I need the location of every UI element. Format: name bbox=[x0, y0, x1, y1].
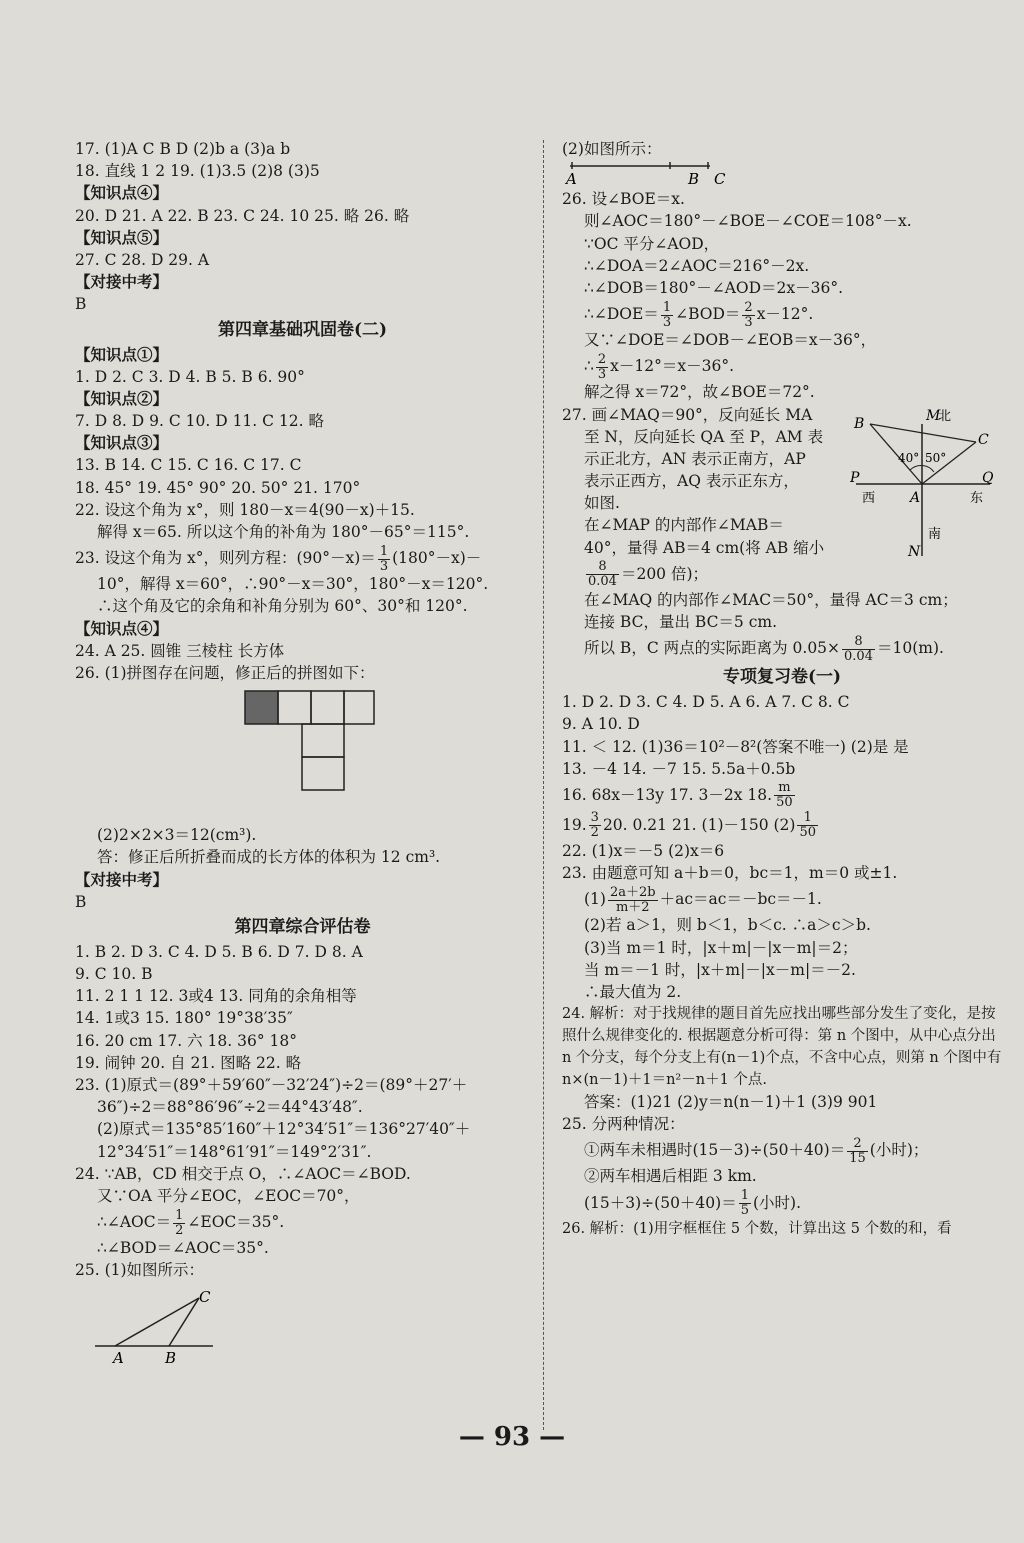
q27-block bbox=[562, 404, 1002, 589]
segment-bc bbox=[870, 424, 976, 442]
section-title: 第四章综合评估卷 bbox=[234, 916, 371, 937]
label-a: A bbox=[910, 489, 921, 506]
numerator: 8 bbox=[586, 560, 619, 575]
section-tag: 【对接中考】 bbox=[75, 272, 169, 292]
compass-figure bbox=[850, 406, 1000, 566]
denominator: 0.04 bbox=[844, 648, 873, 664]
answer-line: 1. D 2. C 3. D 4. B 5. B 6. 90° bbox=[75, 367, 305, 386]
answer-line: 示正北方，AN 表示正南方，AP bbox=[584, 449, 806, 468]
denominator: 5 bbox=[740, 1203, 749, 1219]
answer-line: 又∵OA 平分∠EOC，∠EOC＝70°， bbox=[97, 1186, 360, 1205]
answer-line: 19. 闹钟 20. 自 21. 图略 22. 略 bbox=[75, 1053, 302, 1072]
answer-line: 25. 分两种情况： bbox=[562, 1115, 685, 1134]
text: ∠BOD＝ bbox=[675, 305, 741, 324]
denominator: m＋2 bbox=[615, 899, 650, 915]
answer-line: 则∠AOC＝180°－∠BOE－∠COE＝108°－x. bbox=[584, 212, 912, 231]
side-bc bbox=[169, 1298, 199, 1346]
answer-line: 24. A 25. 圆锥 三棱柱 长方体 bbox=[75, 641, 285, 660]
answer-line bbox=[562, 780, 1002, 810]
answer-line: 解之得 x＝72°，故∠BOE＝72°. bbox=[584, 383, 815, 402]
label-east: 东 bbox=[970, 490, 984, 506]
answer-line: 13. B 14. C 15. C 16. C 17. C bbox=[75, 456, 302, 475]
net-square bbox=[344, 691, 374, 724]
section-tag: 【知识点④】 bbox=[75, 183, 169, 203]
answer-line: 25. (1)如图所示： bbox=[75, 1261, 205, 1280]
denominator: 50 bbox=[799, 825, 817, 841]
text: ∴∠DOE＝ bbox=[584, 305, 659, 324]
denominator: 2 bbox=[590, 825, 599, 841]
fraction bbox=[661, 301, 673, 330]
label-b: B bbox=[688, 170, 700, 189]
net-square bbox=[311, 691, 344, 724]
denominator: 3 bbox=[379, 558, 389, 574]
denominator: 3 bbox=[662, 314, 672, 330]
answer-line: (2)原式＝135°85′160″＋12°34′51″＝136°27′40″＋ bbox=[97, 1120, 471, 1139]
answer-line: ∵OC 平分∠AOD， bbox=[584, 234, 720, 253]
numerator: m bbox=[774, 781, 795, 796]
numerator: 1 bbox=[379, 543, 389, 559]
answer-line: 36″)÷2＝88°86′96″÷2＝44°43′48″. bbox=[97, 1098, 363, 1117]
triangle-figure bbox=[75, 1286, 235, 1366]
text: (1) bbox=[584, 890, 606, 909]
section-tag: 【知识点④】 bbox=[75, 618, 169, 638]
side-ac bbox=[115, 1298, 199, 1346]
answer-line: 解得 x＝65. 所以这个角的补角为 180°－65°＝115°. bbox=[97, 523, 470, 541]
text: (小时)； bbox=[869, 1141, 929, 1160]
section-title: 第四章基础巩固卷(二) bbox=[217, 319, 388, 340]
fraction bbox=[596, 353, 608, 382]
fraction bbox=[608, 886, 658, 915]
numerator: 1 bbox=[662, 299, 672, 315]
answer-line: 14. 1或3 15. 180° 19°38′35″ bbox=[75, 1009, 293, 1028]
answer-line: 在∠MAP 的内部作∠MAB＝ bbox=[584, 516, 784, 535]
numerator: 3 bbox=[590, 810, 599, 826]
text: (15＋3)÷(50＋40)＝ bbox=[584, 1193, 737, 1212]
answer-line: 表示正西方，AQ 表示正东方， bbox=[584, 472, 799, 491]
label-b: B bbox=[165, 1348, 177, 1366]
answer-line: 24. ∵AB，CD 相交于点 O，∴∠AOC＝∠BOD. bbox=[75, 1164, 411, 1183]
label-a: A bbox=[113, 1348, 124, 1366]
text: ∠EOC＝35°. bbox=[187, 1213, 285, 1232]
shaded-square bbox=[245, 691, 278, 724]
section-tag: 【知识点①】 bbox=[75, 344, 169, 364]
answer-line: 22. (1)x＝－5 (2)x＝6 bbox=[562, 841, 725, 860]
answer-line: ∴这个角及它的余角和补角分别为 60°、30°和 120°. bbox=[97, 597, 468, 616]
label-a: A bbox=[566, 170, 577, 189]
answer-line: 1. B 2. D 3. C 4. D 5. B 6. D 7. D 8. A bbox=[75, 942, 363, 961]
text: (180°－x)－ bbox=[392, 549, 482, 568]
answer-line bbox=[562, 299, 1002, 329]
answer-line: 13. －4 14. －7 15. 5.5a＋0.5b bbox=[562, 759, 796, 778]
answer-line: 11. ＜ 12. (1)36＝10²－8²(答案不唯一) (2)是 是 bbox=[562, 737, 909, 756]
answer-line bbox=[562, 1135, 1002, 1165]
text: ＝10(m). bbox=[876, 639, 944, 658]
label-n: N bbox=[908, 543, 921, 560]
fraction bbox=[742, 301, 754, 330]
segment-figure bbox=[562, 160, 762, 188]
text: (小时). bbox=[753, 1193, 802, 1212]
denominator: 0.04 bbox=[588, 574, 617, 590]
answer-line: B bbox=[75, 295, 87, 314]
text: 19. bbox=[562, 815, 587, 834]
answer-line: (3)当 m＝1 时，|x＋m|－|x－m|＝2； bbox=[584, 938, 858, 957]
fraction bbox=[589, 811, 601, 840]
text: 16. 68x－13y 17. 3－2x 18. bbox=[562, 785, 773, 804]
label-c: C bbox=[714, 170, 726, 189]
fraction bbox=[586, 560, 619, 589]
answer-line: 40°，量得 AB＝4 cm(将 AB 缩小 bbox=[584, 538, 825, 557]
label-q: Q bbox=[982, 469, 994, 486]
answer-line: 至 N，反向延长 QA 至 P，AM 表 bbox=[584, 427, 824, 446]
answer-line: 22. 设这个角为 x°，则 180－x＝4(90－x)＋15. bbox=[75, 500, 415, 519]
net-square bbox=[302, 724, 344, 757]
denominator: 15 bbox=[849, 1150, 866, 1166]
answer-line: 在∠MAQ 的内部作∠MAC＝50°，量得 AC＝3 cm； bbox=[584, 590, 958, 609]
left-column bbox=[75, 138, 530, 1374]
label-p: P bbox=[850, 469, 860, 486]
text: x－12°. bbox=[756, 305, 814, 324]
answer-paragraph: 24. 解析：对于找规律的题目首先应找出哪些部分发生了变化，是按照什么规律变化的. 根据题意分析可得：第 n 个图中，从中心点分出 n 个分支，每个分支上有(n－1)个点，不含中心点，则第 n 个图中有 n×(n－1)＋1＝n²－n＋1 个点. bbox=[562, 1006, 1002, 1089]
answer-line: ∴最大值为 2. bbox=[584, 982, 682, 1001]
fraction bbox=[774, 781, 795, 810]
angle-50: 50° bbox=[925, 450, 947, 465]
answer-line: (2)若 a＞1，则 b＜1，b＜c. ∴a＞c＞b. bbox=[584, 916, 871, 935]
column-divider bbox=[543, 140, 544, 1430]
answer-line: 26. 设∠BOE＝x. bbox=[562, 190, 685, 209]
denominator: 3 bbox=[597, 366, 607, 382]
denominator: 2 bbox=[175, 1222, 184, 1238]
text: 所以 B，C 两点的实际距离为 0.05× bbox=[584, 639, 841, 658]
answer-line: 16. 20 cm 17. 六 18. 36° 18° bbox=[75, 1031, 297, 1050]
answer-line: 又∵∠DOE＝∠DOB－∠EOB＝x－36°， bbox=[584, 331, 877, 350]
answer-line: 26. 解析：(1)用字框框住 5 个数，计算出这 5 个数的和，看 bbox=[562, 1220, 952, 1237]
label-c: C bbox=[199, 1287, 211, 1306]
text: ＋ac＝ac＝－bc＝－1. bbox=[659, 890, 822, 909]
page-number: — 93 — bbox=[458, 1422, 566, 1452]
fraction bbox=[739, 1189, 751, 1218]
answer-line bbox=[75, 1207, 530, 1237]
label-south: 南 bbox=[928, 526, 942, 542]
numerator: 8 bbox=[842, 635, 875, 650]
numerator: 2 bbox=[744, 299, 753, 315]
answer-line: (2)如图所示： bbox=[562, 140, 662, 158]
answer-line: 7. D 8. D 9. C 10. D 11. C 12. 略 bbox=[75, 412, 325, 431]
text: 23. 设这个角为 x°，则列方程：(90°－x)＝ bbox=[75, 549, 376, 568]
text: ①两车未相遇时(15－3)÷(50＋40)＝ bbox=[584, 1141, 846, 1160]
answer-line: 9. A 10. D bbox=[562, 715, 640, 734]
right-column bbox=[562, 138, 1002, 1240]
section-tag: 【知识点⑤】 bbox=[75, 227, 169, 247]
text: 20. 0.21 21. (1)－150 (2) bbox=[602, 815, 796, 834]
answer-line: 如图. bbox=[584, 494, 620, 513]
text: ＝200 倍)； bbox=[620, 564, 709, 583]
answer-line bbox=[562, 351, 1002, 381]
net-figure bbox=[75, 688, 375, 816]
label-m: M bbox=[926, 407, 941, 424]
answer-line: ∴∠DOB＝180°－∠AOD＝2x－36°. bbox=[584, 278, 844, 297]
fraction bbox=[842, 635, 875, 664]
answer-line: ∴∠BOD＝∠AOC＝35°. bbox=[97, 1239, 269, 1258]
net-square bbox=[278, 691, 311, 724]
answer-line: 当 m＝－1 时，|x＋m|－|x－m|＝－2. bbox=[584, 960, 856, 979]
answer-line bbox=[75, 543, 530, 573]
answer-line: 11. 2 1 1 12. 3或4 13. 同角的余角相等 bbox=[75, 987, 357, 1006]
answer-line bbox=[562, 810, 1002, 840]
numerator: 2 bbox=[847, 1137, 868, 1152]
answer-line: 18. 直线 1 2 19. (1)3.5 (2)8 (3)5 bbox=[75, 162, 320, 181]
label-west: 西 bbox=[862, 490, 876, 506]
numerator: 1 bbox=[175, 1207, 184, 1223]
answer-line: 1. D 2. D 3. C 4. D 5. A 6. A 7. C 8. C bbox=[562, 693, 850, 712]
text: x－12°＝x－36°. bbox=[610, 357, 735, 376]
answer-line: B bbox=[75, 892, 87, 911]
answer-line: 20. D 21. A 22. B 23. C 24. 10 25. 略 26. 略 bbox=[75, 206, 410, 225]
answer-line: 答：修正后所折叠而成的长方体的体积为 12 cm³. bbox=[97, 848, 441, 867]
section-title: 专项复习卷(一) bbox=[722, 667, 842, 688]
numerator: 2a＋2b bbox=[609, 884, 656, 900]
section-tag: 【知识点③】 bbox=[75, 433, 169, 453]
answer-line: 10°，解得 x＝60°，∴90°－x＝30°，180°－x＝120°. bbox=[97, 575, 489, 594]
numerator: 1 bbox=[797, 811, 818, 826]
numerator: 1 bbox=[740, 1188, 749, 1204]
answer-line bbox=[562, 884, 1002, 914]
denominator: 3 bbox=[744, 314, 753, 330]
answer-line: (2)2×2×3＝12(cm³). bbox=[97, 826, 257, 845]
page-number-value: 93 bbox=[493, 1422, 531, 1452]
answer-line: 18. 45° 19. 45° 90° 20. 50° 21. 170° bbox=[75, 478, 361, 497]
answer-line: 答案：(1)21 (2)y＝n(n－1)＋1 (3)9 901 bbox=[584, 1093, 878, 1112]
answer-line: ②两车相遇后相距 3 km. bbox=[584, 1167, 757, 1186]
net-square bbox=[302, 757, 344, 790]
label-north: 北 bbox=[938, 408, 952, 424]
denominator: 50 bbox=[776, 795, 793, 811]
label-b: B bbox=[854, 415, 865, 432]
answer-line bbox=[562, 1188, 1002, 1218]
answer-line: 27. 画∠MAQ＝90°，反向延长 MA bbox=[562, 405, 813, 424]
text: ∴ bbox=[584, 357, 594, 376]
section-tag: 【知识点②】 bbox=[75, 388, 169, 408]
answer-line: 连接 BC，量出 BC＝5 cm. bbox=[584, 613, 778, 631]
text: ∴∠AOC＝ bbox=[97, 1213, 172, 1232]
numerator: 2 bbox=[597, 351, 607, 367]
answer-line bbox=[562, 633, 1002, 663]
fraction bbox=[797, 811, 818, 840]
fraction bbox=[378, 545, 390, 574]
section-tag: 【对接中考】 bbox=[75, 869, 169, 889]
answer-line: 23. (1)原式＝(89°＋59′60″－32′24″)÷2＝(89°＋27′＋ bbox=[75, 1076, 468, 1094]
answer-line: ∴∠DOA＝2∠AOC＝216°－2x. bbox=[584, 256, 810, 275]
fraction bbox=[173, 1209, 185, 1238]
answer-line: 26. (1)拼图存在问题，修正后的拼图如下： bbox=[75, 663, 375, 682]
answer-line: 27. C 28. D 29. A bbox=[75, 250, 210, 269]
answer-line: 12°34′51″＝148°61′91″＝149°2′31″. bbox=[97, 1142, 372, 1161]
answer-line: 23. 由题意可知 a＋b＝0，bc＝1，m＝0 或±1. bbox=[562, 864, 898, 883]
label-c: C bbox=[978, 431, 989, 448]
fraction bbox=[847, 1137, 868, 1166]
angle-40: 40° bbox=[898, 450, 920, 465]
answer-line: 17. (1)A C B D (2)b a (3)a b bbox=[75, 140, 291, 158]
answer-line: 9. C 10. B bbox=[75, 965, 153, 984]
